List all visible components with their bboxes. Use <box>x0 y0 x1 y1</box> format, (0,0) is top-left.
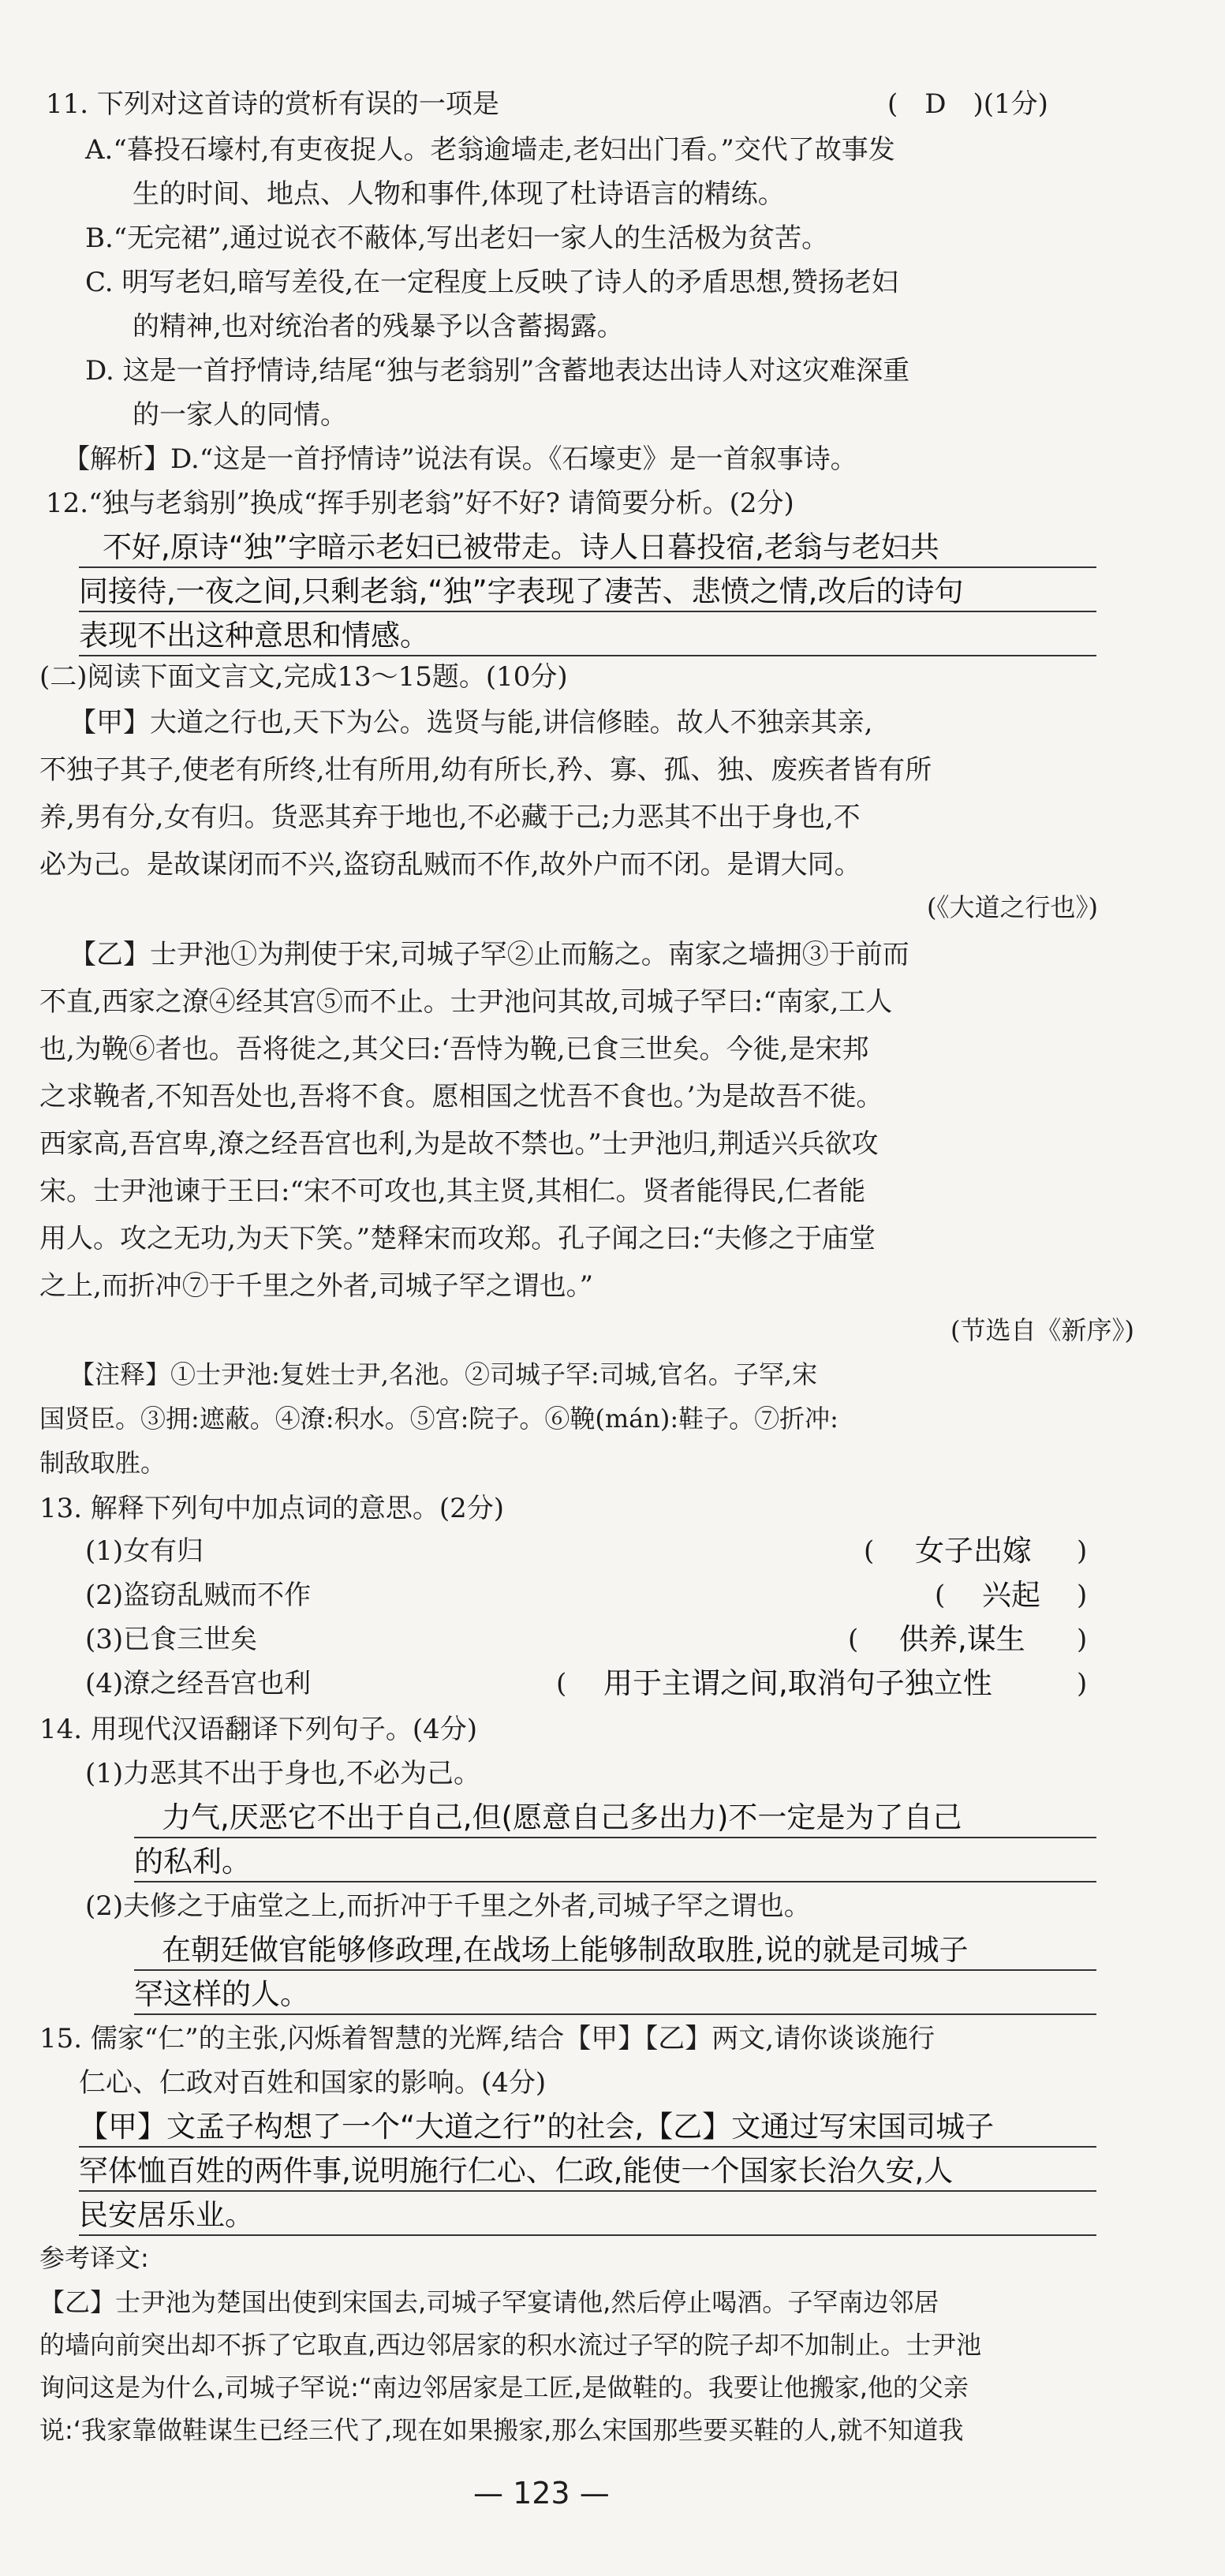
yi-text-line-2: 不直,西家之潦④经其宫⑤而不止。士尹池问其故,司城子罕曰:“南家,工人 <box>39 986 893 1018</box>
yi-text-line-5: 西家高,吾宫卑,潦之经吾宫也利,为是故不禁也。”士尹池归,荆适兴兵欲攻 <box>39 1128 879 1160</box>
answer-rule <box>79 566 1096 568</box>
answer-rule <box>134 1881 1096 1882</box>
notes-line-3: 制敌取胜。 <box>39 1448 166 1478</box>
q12-stem: 12.“独与老翁别”换成“挥手别老翁”好不好? 请简要分析。(2分) <box>46 488 794 519</box>
q12-answer-line-2: 同接待,一夜之间,只剩老翁,“独”字表现了凄苦、悲愤之情,改后的诗句 <box>79 574 964 608</box>
q13-item-3: (3)已食三世矣 <box>85 1624 258 1655</box>
q15-stem-line-2: 仁心、仁政对百姓和国家的影响。(4分) <box>79 2067 547 2099</box>
jia-text-line-4: 必为己。是故谋闭而不兴,盗窃乱贼而不作,故外户而不闭。是谓大同。 <box>39 849 861 880</box>
q13-answer-2: 兴起 <box>982 1578 1040 1612</box>
answer-rule <box>79 611 1096 612</box>
q11-option-a-cont: 生的时间、地点、人物和事件,体现了杜诗语言的精练。 <box>133 178 785 210</box>
q11-option-d-cont: 的一家人的同情。 <box>133 399 347 431</box>
q12-answer-line-3: 表现不出这种意思和情感。 <box>79 619 429 652</box>
q13-stem: 13. 解释下列句中加点词的意思。(2分) <box>39 1493 505 1524</box>
q13-bracket-open: ( <box>556 1668 567 1699</box>
q11-analysis: 【解析】D.“这是一首抒情诗”说法有误。《石壕吏》是一首叙事诗。 <box>63 443 857 475</box>
q15-answer-line-3: 民安居乐业。 <box>79 2198 254 2232</box>
yi-text-line-8: 之上,而折冲⑦于千里之外者,司城子罕之谓也。” <box>39 1270 593 1302</box>
q13-bracket-open: ( <box>935 1580 946 1611</box>
q11-stem: 11. 下列对这首诗的赏析有误的一项是 <box>46 88 499 120</box>
q13-bracket-open: ( <box>864 1535 875 1567</box>
translation-heading: 参考译文: <box>39 2243 149 2273</box>
q13-bracket-close: ) <box>1077 1668 1088 1699</box>
q15-stem-line-1: 15. 儒家“仁”的主张,闪烁着智慧的光辉,结合【甲】【乙】两文,请你谈谈施行 <box>39 2023 936 2054</box>
yi-text-line-7: 用人。攻之无功,为天下笑。”楚释宋而攻郑。孔子闻之曰:“夫修之于庙堂 <box>39 1223 876 1254</box>
q11-option-d: D. 这是一首抒情诗,结尾“独与老翁别”含蓄地表达出诗人对这灾难深重 <box>85 355 910 387</box>
q14-sentence-2: (2)夫修之于庙堂之上,而折冲于千里之外者,司城子罕之谓也。 <box>85 1890 811 1922</box>
q13-item-2: (2)盗窃乱贼而不作 <box>85 1580 312 1611</box>
q13-item-1: (1)女有归 <box>85 1535 204 1567</box>
page-number: — 123 — <box>473 2476 610 2511</box>
answer-rule <box>79 2190 1096 2192</box>
yi-text-line-1: 【乙】士尹池①为荆使于宋,司城子罕②止而觞之。南家之墙拥③于前而 <box>69 939 909 970</box>
q13-bracket-close: ) <box>1077 1624 1088 1655</box>
q13-bracket-open: ( <box>848 1624 859 1655</box>
q12-answer-line-1: 不好,原诗“独”字暗示老妇已被带走。诗人日暮投宿,老翁与老妇共 <box>103 530 939 564</box>
q14-sentence-1: (1)力恶其不出于身也,不必为己。 <box>85 1758 480 1789</box>
translation-line-3: 询问这是为什么,司城子罕说:“南边邻居家是工匠,是做鞋的。我要让他搬家,他的父亲 <box>39 2372 969 2402</box>
q11-option-b: B.“无完裙”,通过说衣不蔽体,写出老妇一家人的生活极为贫苦。 <box>85 222 829 254</box>
answer-rule <box>79 2234 1096 2236</box>
yi-text-line-3: 也,为鞔⑥者也。吾将徙之,其父曰:‘吾恃为鞔,已食三世矣。今徙,是宋邦 <box>39 1034 869 1065</box>
yi-text-line-6: 宋。士尹池谏于王曰:“宋不可攻也,其主贤,其相仁。贤者能得民,仁者能 <box>39 1176 866 1207</box>
section2-heading: (二)阅读下面文言文,完成13～15题。(10分) <box>39 661 568 693</box>
q15-answer-line-2: 罕体恤百姓的两件事,说明施行仁心、仁政,能使一个国家长治久安,人 <box>79 2154 954 2188</box>
yi-source: (节选自《新序》) <box>950 1315 1134 1345</box>
translation-line-4: 说:‘我家靠做鞋谋生已经三代了,现在如果搬家,那么宋国那些要买鞋的人,就不知道我 <box>39 2415 964 2445</box>
jia-text-line-1: 【甲】大道之行也,天下为公。选贤与能,讲信修睦。故人不独亲其亲, <box>69 707 873 738</box>
q13-bracket-close: ) <box>1077 1535 1088 1567</box>
q14-answer-1-line-2: 的私利。 <box>134 1845 251 1879</box>
jia-text-line-3: 养,男有分,女有归。货恶其弃于地也,不必藏于己;力恶其不出于身也,不 <box>39 802 861 833</box>
q14-stem: 14. 用现代汉语翻译下列句子。(4分) <box>39 1714 478 1745</box>
q11-option-a: A.“暮投石壕村,有吏夜捉人。老翁逾墙走,老妇出门看。”交代了故事发 <box>85 134 895 166</box>
q14-answer-2-line-1: 在朝廷做官能够修政理,在战场上能够制敌取胜,说的就是司城子 <box>162 1933 969 1967</box>
q14-answer-1-line-1: 力气,厌恶它不出于自己,但(愿意自己多出力)不一定是为了自己 <box>162 1800 962 1834</box>
q15-answer-line-1: 【甲】文孟子构想了一个“大道之行”的社会,【乙】文通过写宋国司城子 <box>79 2110 995 2144</box>
answer-rule <box>134 1837 1096 1838</box>
q13-answer-4: 用于主谓之间,取消句子独立性 <box>603 1666 992 1700</box>
q14-answer-2-line-2: 罕这样的人。 <box>134 1977 309 2011</box>
q11-option-c: C. 明写老妇,暗写差役,在一定程度上反映了诗人的矛盾思想,赞扬老妇 <box>85 267 898 298</box>
notes-line-2: 国贤臣。③拥:遮蔽。④潦:积水。⑤宫:院子。⑥鞔(mán):鞋子。⑦折冲: <box>39 1404 838 1434</box>
translation-line-2: 的墙向前突出却不拆了它取直,西边邻居家的积水流过子罕的院子却不加制止。士尹池 <box>39 2330 982 2360</box>
answer-rule <box>79 2146 1096 2148</box>
answer-rule <box>79 655 1096 656</box>
q13-answer-1: 女子出嫁 <box>915 1534 1032 1568</box>
q11-option-c-cont: 的精神,也对统治者的残暴予以含蓄揭露。 <box>133 311 624 342</box>
yi-text-line-4: 之求鞔者,不知吾处也,吾将不食。愿相国之忧吾不食也。’为是故吾不徙。 <box>39 1081 883 1112</box>
answer-rule <box>134 1969 1096 1971</box>
q11-answer: ( D )(1分) <box>887 88 1048 120</box>
notes-line-1: 【注释】①士尹池:复姓士尹,名池。②司城子罕:司城,官名。子罕,宋 <box>69 1359 818 1389</box>
q13-item-4: (4)潦之经吾宫也利 <box>85 1668 312 1699</box>
translation-line-1: 【乙】士尹池为楚国出使到宋国去,司城子罕宴请他,然后停止喝酒。子罕南边邻居 <box>39 2287 939 2317</box>
jia-text-line-2: 不独子其子,使老有所终,壮有所用,幼有所长,矜、寡、孤、独、废疾者皆有所 <box>39 754 932 786</box>
answer-rule <box>134 2013 1096 2015</box>
q13-bracket-close: ) <box>1077 1580 1088 1611</box>
jia-source: (《大道之行也》) <box>927 892 1098 922</box>
q13-answer-3: 供养,谋生 <box>899 1622 1025 1656</box>
